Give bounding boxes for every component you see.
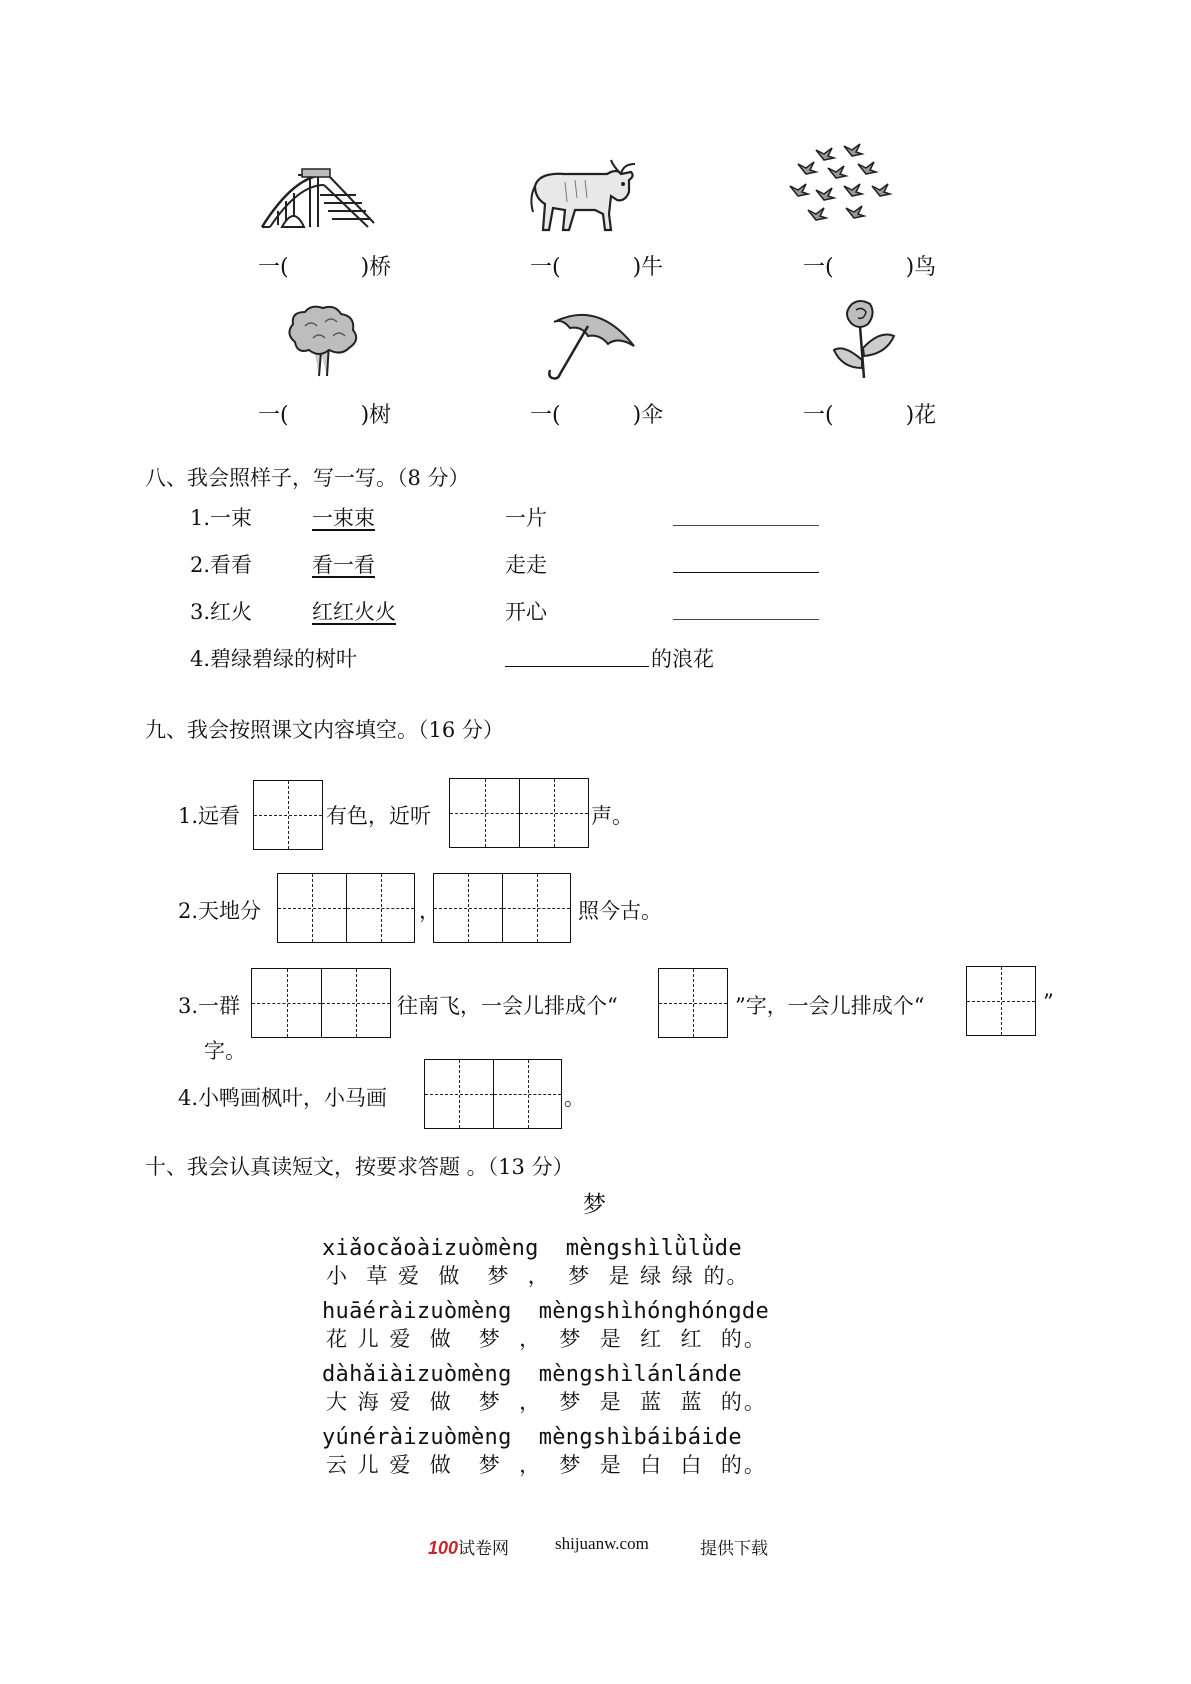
measure-item-tree: 一( )树 [258,403,392,428]
birds-icon [786,140,896,230]
s9-q3-text-e: 字。 [204,1039,246,1063]
hanzi-line-1: 小 草 爱 做 梦 ， 梦 是 绿 绿 的。 [326,1264,750,1288]
s8-row3-left: 3.红火 [190,600,253,624]
footer-url[interactable]: shijuanw.com [555,1534,649,1553]
s9-q4-text-a: 4.小鸭画枫叶，小马画 [178,1086,388,1110]
s8-row3-example: 红红火火 [312,600,396,624]
tree-icon [283,304,363,378]
pinyin-line-1: xiǎocǎoàizuòmèng mèngshìlǜlǜde [322,1236,742,1261]
s9-q4-grid-1[interactable] [424,1059,562,1129]
section-9-heading: 九、我会按照课文内容填空。（16 分） [145,718,504,742]
s9-q2-grid-2[interactable] [433,873,571,943]
pinyin-line-2: huāéràizuòmèng mèngshìhónghóngde [322,1299,769,1324]
flower-icon [830,298,900,380]
s8-row4-left: 4.碧绿碧绿的树叶 [190,647,358,671]
measure-item-umbrella: 一( )伞 [530,403,664,428]
s9-q2-grid-1[interactable] [277,873,415,943]
s9-q3-text-a: 3.一群 [178,994,241,1018]
s9-q3-grid-2[interactable] [658,968,728,1038]
footer-logo-100: 100 [428,1538,459,1558]
umbrella-icon [548,306,638,384]
passage-title: 梦 [583,1192,606,1218]
s9-q2-text-c: 照今古。 [578,899,662,923]
s8-row4-answer-line[interactable] [505,666,649,667]
s9-q3-grid-1[interactable] [251,968,391,1038]
s8-row2-example: 看一看 [312,553,375,577]
measure-item-bridge: 一( )桥 [258,255,392,280]
pinyin-line-4: yúnéràizuòmèng mèngshìbáibáide [322,1425,742,1450]
s9-q2-text-a: 2.天地分 [178,899,262,923]
ox-icon [525,158,645,238]
s9-q3-text-b: 往南飞，一会儿排成个“ [397,994,618,1018]
s8-row2-right: 走走 [505,553,547,577]
s8-row1-example: 一束束 [312,506,375,530]
s9-q1-grid-2[interactable] [449,778,589,848]
s8-row1-left: 1.一束 [190,506,253,530]
measure-item-ox: 一( )牛 [530,255,664,280]
pinyin-line-3: dàhǎiàizuòmèng mèngshìlánlánde [322,1362,742,1387]
s8-row2-answer-line[interactable] [673,572,819,573]
s8-row1-right: 一片 [505,506,547,530]
measure-item-flower: 一( )花 [803,403,937,428]
s9-q1-text-a: 1.远看 [178,804,241,828]
s8-row3-right: 开心 [505,600,547,624]
s9-q1-text-c: 声。 [591,804,633,828]
section-10-heading: 十、我会认真读短文，按要求答题 。（13 分） [145,1155,574,1179]
footer-logo [428,1534,509,1559]
s8-row4-suffix: 的浪花 [651,647,714,671]
s9-q3-grid-3[interactable] [966,966,1036,1036]
hanzi-line-2: 花 儿 爱 做 梦 ， 梦 是 红 红 的。 [326,1327,767,1351]
s8-row2-left: 2.看看 [190,553,253,577]
hanzi-line-3: 大 海 爱 做 梦 ， 梦 是 蓝 蓝 的。 [326,1390,767,1414]
s9-q3-text-c: ”字，一会儿排成个“ [735,994,925,1018]
measure-item-birds: 一( )鸟 [803,255,937,280]
s9-q2-text-b: ， [419,899,440,923]
hanzi-line-4: 云 儿 爱 做 梦 ， 梦 是 白 白 的。 [326,1453,767,1477]
s9-q1-grid-1[interactable] [253,780,323,850]
s9-q3-text-d: ” [1043,990,1054,1014]
s8-row1-answer-line[interactable] [673,525,819,526]
footer-note: 提供下载 [700,1539,768,1559]
s9-q1-text-b: 有色，近听 [326,804,431,828]
s9-q4-text-b: 。 [564,1086,585,1110]
s8-row3-answer-line[interactable] [673,619,819,620]
section-8-heading: 八、我会照样子，写一写。（8 分） [145,466,470,490]
footer-site-name: 试卷网 [458,1539,510,1559]
bridge-icon [258,165,378,235]
